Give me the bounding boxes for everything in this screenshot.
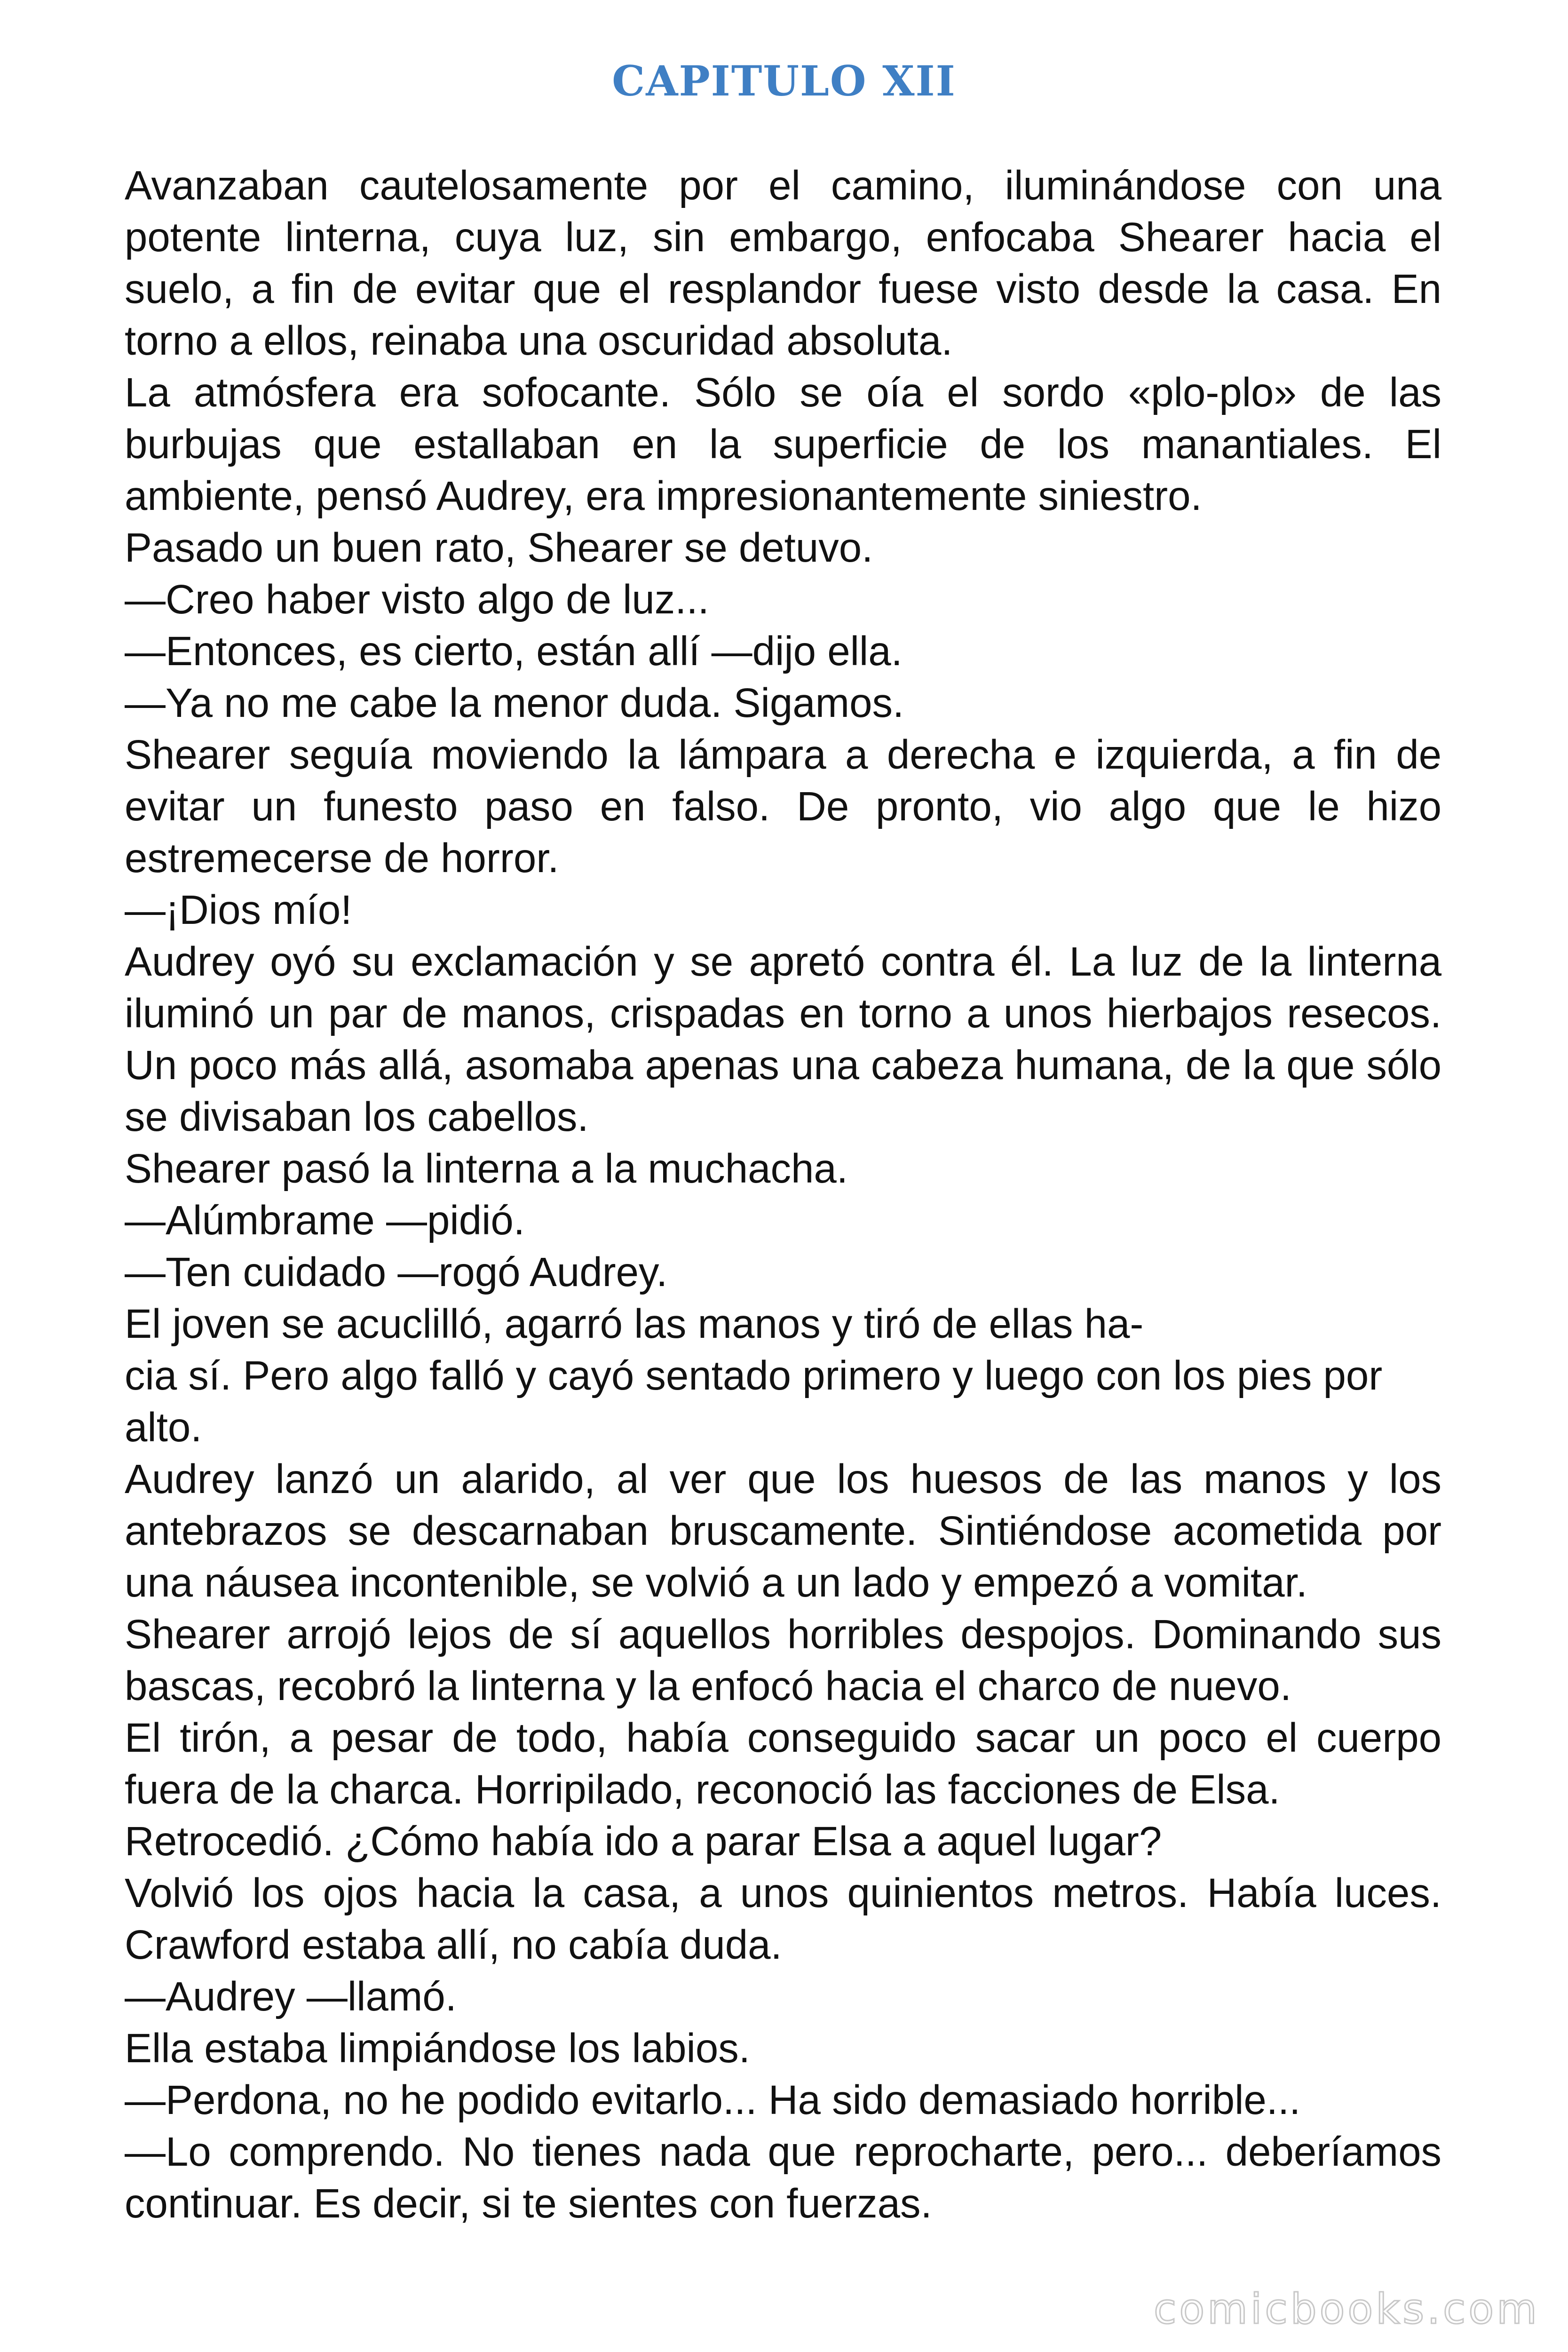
paragraph: cia sí. Pero algo falló y cayó sentado primero y luego con los pies por alto. bbox=[125, 1353, 1383, 1450]
paragraph: —Lo comprendo. No tienes nada que reprocharte, pero... deberíamos continuar. Es decir, si te sientes con fuerzas. bbox=[125, 2129, 1441, 2226]
paragraph: —Entonces, es cierto, están allí —dijo ella. bbox=[125, 628, 903, 674]
paragraph: El tirón, a pesar de todo, había conseguido sacar un poco el cuerpo fuera de la charca. Horripilado, reconoció las facciones de Elsa. bbox=[125, 1715, 1441, 1812]
paragraph: Retrocedió. ¿Cómo había ido a parar Elsa a aquel lugar? bbox=[125, 1819, 1162, 1864]
paragraph: Shearer arrojó lejos de sí aquellos horribles despojos. Dominando sus bascas, recobró la linterna y la enfocó hacia el charco de nuevo. bbox=[125, 1612, 1441, 1709]
paragraph: —Audrey —llamó. bbox=[125, 1974, 457, 2019]
paragraph: Avanzaban cautelosamente por el camino, iluminándose con una potente linterna, cuya luz, sin embargo, enfocaba Shearer hacia el suelo, a fin de evitar que el resplandor fuese visto desde la casa. En torno a ellos, reinaba una oscuridad absoluta. bbox=[125, 163, 1441, 364]
paragraph: —Creo haber visto algo de luz... bbox=[125, 577, 709, 622]
paragraph: Pasado un buen rato, Shearer se detuvo. bbox=[125, 525, 873, 571]
paragraph: —¡Dios mío! bbox=[125, 887, 352, 933]
chapter-title: CAPITULO XII bbox=[612, 56, 956, 105]
paragraph: Ella estaba limpiándose los labios. bbox=[125, 2026, 750, 2071]
paragraph: —Perdona, no he podido evitarlo... Ha sido demasiado horrible... bbox=[125, 2077, 1301, 2123]
paragraph: —Ten cuidado —rogó Audrey. bbox=[125, 1249, 668, 1295]
chapter-body bbox=[125, 160, 1441, 2230]
paragraph: —Ya no me cabe la menor duda. Sigamos. bbox=[125, 680, 904, 726]
paragraph: Shearer seguía moviendo la lámpara a derecha e izquierda, a fin de evitar un funesto paso en falso. De pronto, vio algo que le hizo estremecerse de horror. bbox=[125, 732, 1441, 881]
paragraph: Volvió los ojos hacia la casa, a unos quinientos metros. Había luces. Crawford estaba allí, no cabía duda. bbox=[125, 1870, 1441, 1968]
paragraph: La atmósfera era sofocante. Sólo se oía el sordo «plo-plo» de las burbujas que estallaban en la superficie de los manantiales. El ambiente, pensó Audrey, era impresionantemente siniestro. bbox=[125, 370, 1441, 519]
paragraph: —Alúmbrame —pidió. bbox=[125, 1198, 525, 1243]
paragraph: Audrey oyó su exclamación y se apretó contra él. La luz de la linterna iluminó un par de manos, crispadas en torno a unos hierbajos resecos. Un poco más allá, asomaba apenas una cabeza humana, de la que sólo se divisaban los cabellos. bbox=[125, 939, 1441, 1140]
paragraph: Audrey lanzó un alarido, al ver que los huesos de las manos y los antebrazos se descarnaban bruscamente. Sintiéndose acometida por una náusea incontenible, se volvió a un lado y empezó a vomitar. bbox=[125, 1456, 1441, 1605]
paragraph: Shearer pasó la linterna a la muchacha. bbox=[125, 1146, 848, 1192]
paragraph: El joven se acuclilló, agarró las manos y tiró de ellas ha- bbox=[125, 1301, 1144, 1347]
site-watermark: comicbooks.com bbox=[1153, 2285, 1540, 2333]
